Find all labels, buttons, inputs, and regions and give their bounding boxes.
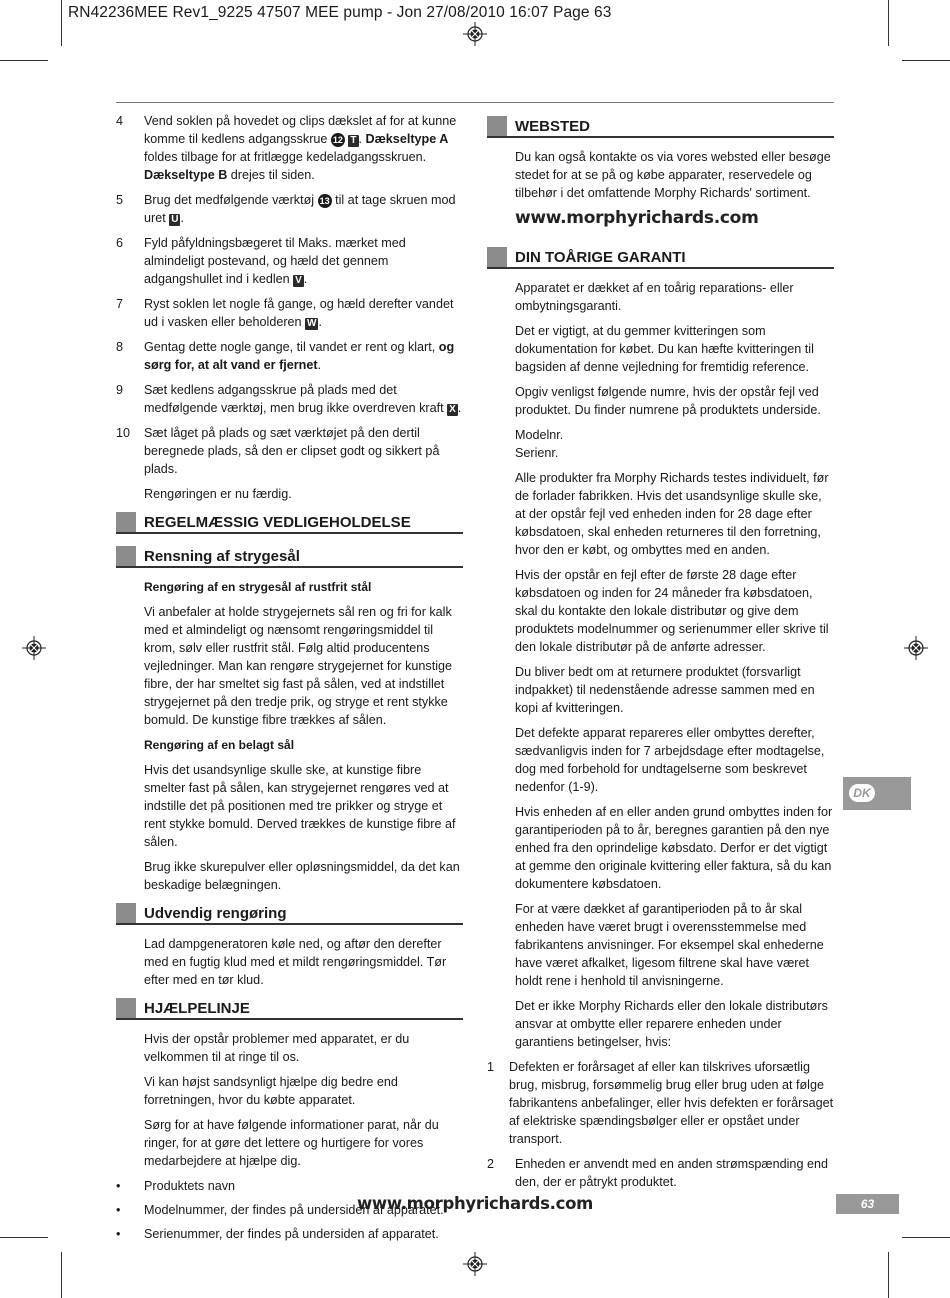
abrasive-warning-text: Brug ikke skurepulver eller opløsningsmiddel, da det kan beskadige belægningen.	[144, 860, 460, 892]
section-heading-helpline	[116, 996, 463, 1020]
warranty-para: Apparatet er dækket af en toårig reparations- eller ombytningsgaranti.	[515, 281, 794, 313]
item-text: Enheden er anvendt med en anden strømspænding end den, der er påtrykt produktet.	[515, 1157, 828, 1189]
registration-mark-right-icon	[904, 636, 928, 660]
list-item-text: Modelnummer, der findes på undersiden af apparatet.	[144, 1203, 444, 1217]
item-number: 2	[487, 1157, 495, 1171]
step-text: Gentag dette nogle gange, til vandet er rent og klart,	[144, 340, 439, 354]
heading-square-icon	[487, 116, 507, 136]
crop-mark-bottom-left-h	[0, 1237, 48, 1238]
step-text: .	[180, 211, 184, 225]
crop-mark-bottom-left	[61, 1252, 62, 1298]
cover-type-a: Dækseltype A	[365, 132, 449, 146]
heading-square-icon	[116, 546, 136, 566]
step-text: Sæt kedlens adgangsskrue på plads med det medfølgende værktøj, men brug ikke overdreven kraft	[144, 383, 448, 415]
crop-mark-bottom-right-h	[902, 1237, 950, 1238]
steel-soleplate-text: Vi anbefaler at holde strygejernets sål ren og fri for kalk med et almindeligt og nænsomt rengøringsmiddel til krom, sølv eller rustfrit stål. Følg altid producentens vejledninger. Man kan rengøre strygejernet for kunstige fibre, der har smeltet sig fast på sålen, ved at indstillet strygejernet på den tredje prik, og stryge et rent stykke bomuld. De kunstige fibre trækkes af sålen.	[144, 605, 453, 727]
heading-square-icon	[116, 512, 136, 532]
step-text: Fyld påfyldningsbægeret til Maks. mærket med almindeligt postevand, og hæld det gennem adgangshullet ind i kedlen	[144, 236, 406, 286]
step-7	[116, 295, 463, 331]
warranty-para: Det defekte apparat repareres eller ombyttes derefter, sædvanligvis inden for 7 arbejdsdage efter modtagelse, dog med forbehold for undtagelserne som beskrevet nedenfor (1-9).	[515, 726, 825, 794]
section-heading-soleplate	[116, 544, 463, 568]
registration-mark-top-icon	[463, 22, 487, 46]
step-number: 7	[116, 297, 124, 311]
heading-text: REGELMÆSSIG VEDLIGEHOLDELSE	[144, 514, 411, 531]
list-item	[116, 1177, 463, 1195]
step-number: 6	[116, 236, 124, 250]
language-tab-label: DK	[849, 784, 875, 802]
bullet-icon: •	[116, 1179, 121, 1193]
cleaning-done-text: Rengøringen er nu færdig.	[144, 487, 292, 501]
heading-square-icon	[487, 247, 507, 267]
helpline-text-3: Sørg for at have følgende informationer parat, når du ringer, for at gøre det lettere og hurtigere for vores medarbejdere at hjælpe dig.	[144, 1118, 439, 1168]
left-column	[116, 112, 463, 1249]
subheading-steel-soleplate: Rengøring af en strygesål af rustfrit stål	[144, 580, 372, 594]
heading-text: HJÆLPELINJE	[144, 1000, 250, 1017]
footer-url-link[interactable]: www.morphyrichards.com	[356, 1194, 594, 1213]
step-text: Sæt låget på plads og sæt værktøjet på den dertil beregnede plads, så den er clipset godt og sikkert på plads.	[144, 426, 440, 476]
figure-ref-v-icon: V	[295, 275, 302, 286]
registration-mark-left-icon	[22, 636, 46, 660]
step-text: .	[318, 315, 322, 329]
step-8	[116, 338, 463, 374]
step-10	[116, 424, 463, 478]
coated-soleplate-text: Hvis det usandsynlige skulle ske, at kunstige fibre smelter fast på sålen, kan strygejernet rengøres ved at indstille det på positionen med tre prikker og stryge et rent stykke bomuld. Derved trækkes de kunstige fibre af sålen.	[144, 763, 456, 849]
crop-mark-top-right	[888, 0, 889, 46]
section-heading-maintenance	[116, 510, 463, 534]
step-number: 10	[116, 426, 131, 440]
top-rule	[116, 102, 834, 103]
crop-mark-top-right-h	[902, 60, 950, 61]
right-column	[487, 110, 834, 1198]
part-number-12-icon: 12	[332, 135, 343, 145]
list-item-text: Produktets navn	[144, 1179, 236, 1193]
helpline-text-1: Hvis der opstår problemer med apparatet, er du velkommen til at ringe til os.	[144, 1032, 410, 1064]
crop-mark-top-left	[61, 0, 62, 46]
helpline-text-2: Vi kan højst sandsynligt hjælpe dig bedre end forretningen, hvor du købte apparatet.	[144, 1075, 398, 1107]
warranty-para: Hvis der opstår en fejl efter de første 28 dage efter købsdatoen og inden for 24 måneder fra købsdatoen, skal du kontakte den lokale distributør og give dem produktets modelnummer og serienummer eller skrive til den lokale distributør på de anførte adresser.	[515, 568, 829, 654]
warranty-para: Alle produkter fra Morphy Richards testes individuelt, før de forlader fabrikken. Hvis det usandsynlige skulle ske, at der opstår fejl ved enheden inden for 28 dage efter købsdatoen, skal enheden returneres til den forretning, hvor den er købt, og ombyttes med en anden.	[515, 471, 829, 557]
warranty-para: Du bliver bedt om at returnere produktet (forsvarligt indpakket) til nedenstående adresse sammen med en kopi af kvitteringen.	[515, 665, 815, 715]
registration-mark-bottom-icon	[463, 1252, 487, 1276]
crop-mark-top-left-h	[0, 60, 48, 61]
heading-square-icon	[116, 903, 136, 923]
step-text: Brug det medfølgende værktøj	[144, 193, 318, 207]
heading-text: DIN TOÅRIGE GARANTI	[515, 249, 686, 266]
cover-type-b: Dækseltype B	[144, 168, 228, 182]
exterior-cleaning-text: Lad dampgeneratoren køle ned, og aftør den derefter med en fugtig klud med et mildt rengøringsmiddel. Tør efter med en tør klud.	[144, 937, 447, 987]
warranty-para: Hvis enheden af en eller anden grund ombyttes inden for garantiperioden på to år, beregnes garantien på den nye enhed fra den oprindelige købsdato. Derfor er det vigtigt at gemme den originale kvittering eller faktura, så du kan dokumentere købsdatoen.	[515, 805, 833, 891]
warranty-para: For at være dækket af garantiperioden på to år skal enheden have været brugt i overensstemmelse med fabrikantens anvisninger. For eksempel skal enhederne have været afkalket, ligesom filtrene skal have været holdt rene i henhold til anvisningerne.	[515, 902, 824, 988]
step-text: til at tage skruen mod uret	[144, 193, 456, 225]
crop-mark-bottom-right	[888, 1252, 889, 1298]
step-text: Ryst soklen let nogle få gange, og hæld derefter vandet ud i vasken eller beholderen	[144, 297, 454, 329]
bullet-icon: •	[116, 1203, 121, 1217]
item-text: Defekten er forårsaget af eller kan tilskrives uforsætlig brug, misbrug, forsømmelig brug eller brug uden at følge fabrikantens anbefalinger, eller hvis defekten er forårsaget af elektriske spændingsbølger eller er opstået under transport.	[509, 1060, 834, 1146]
figure-ref-x-icon: X	[449, 404, 456, 415]
heading-text: WEBSTED	[515, 118, 590, 135]
heading-text: Udvendig rengøring	[144, 905, 287, 922]
step-9	[116, 381, 463, 417]
section-heading-exterior	[116, 901, 463, 925]
step-text: Vend soklen på hovedet og clips dækslet af for at kunne komme til kedlens adgangsskrue	[144, 114, 457, 146]
step-emphasis: og sørg for, at alt vand er fjernet	[144, 340, 455, 372]
step-number: 5	[116, 193, 124, 207]
figure-ref-w-icon: W	[307, 318, 317, 329]
step-number: 4	[116, 114, 124, 128]
figure-ref-u-icon: U	[171, 214, 179, 225]
step-6	[116, 234, 463, 288]
warranty-para: Det er vigtigt, at du gemmer kvitteringen som dokumentation for købet. Du kan hæfte kvitteringen til bagsiden af denne vejledning for fremtidig reference.	[515, 324, 814, 374]
model-number-label: Modelnr.	[515, 428, 564, 442]
step-number: 8	[116, 340, 124, 354]
step-text: .	[358, 132, 366, 146]
step-text: drejes til siden.	[227, 168, 315, 182]
website-text: Du kan også kontakte os via vores websted eller besøge stedet for at se på og købe apparater, reservedele og tilbehør i det omfattende Morphy Richards' sortiment.	[515, 150, 831, 200]
step-text: .	[457, 401, 462, 415]
serial-number-label: Serienr.	[515, 446, 559, 460]
print-slug: RN42236MEE Rev1_9225 47507 MEE pump - Jon 27/08/2010 16:07 Page 63	[68, 4, 612, 21]
exclusion-item	[487, 1155, 834, 1191]
heading-text: Rensning af strygesål	[144, 548, 300, 565]
website-url-link[interactable]: www.morphyrichards.com	[515, 208, 759, 228]
part-number-13-icon: 13	[319, 196, 330, 206]
subheading-coated-soleplate: Rengøring af en belagt sål	[144, 738, 295, 752]
list-item	[116, 1225, 463, 1243]
warranty-para: Det er ikke Morphy Richards eller den lokale distributørs ansvar at ombytte eller reparere enheden under garantiens betingelser, hvis:	[515, 999, 828, 1049]
step-text: .	[303, 272, 308, 286]
step-text: .	[317, 358, 322, 372]
step-5	[116, 191, 463, 227]
bullet-icon: •	[116, 1227, 121, 1241]
step-number: 9	[116, 383, 124, 397]
list-item-text: Serienummer, der findes på undersiden af apparatet.	[144, 1227, 439, 1241]
heading-square-icon	[116, 998, 136, 1018]
section-heading-website	[487, 114, 834, 138]
warranty-para: Opgiv venligst følgende numre, hvis der opstår fejl ved produktet. Du finder numrene på produktets underside.	[515, 385, 821, 417]
page-number: 63	[836, 1194, 899, 1214]
step-text: foldes tilbage for at fritlægge kedeladgangsskruen.	[144, 150, 427, 164]
section-heading-warranty	[487, 245, 834, 269]
item-number: 1	[487, 1060, 495, 1074]
step-4	[116, 112, 463, 184]
figure-ref-t-icon: T	[350, 135, 357, 146]
exclusion-item	[487, 1058, 834, 1148]
